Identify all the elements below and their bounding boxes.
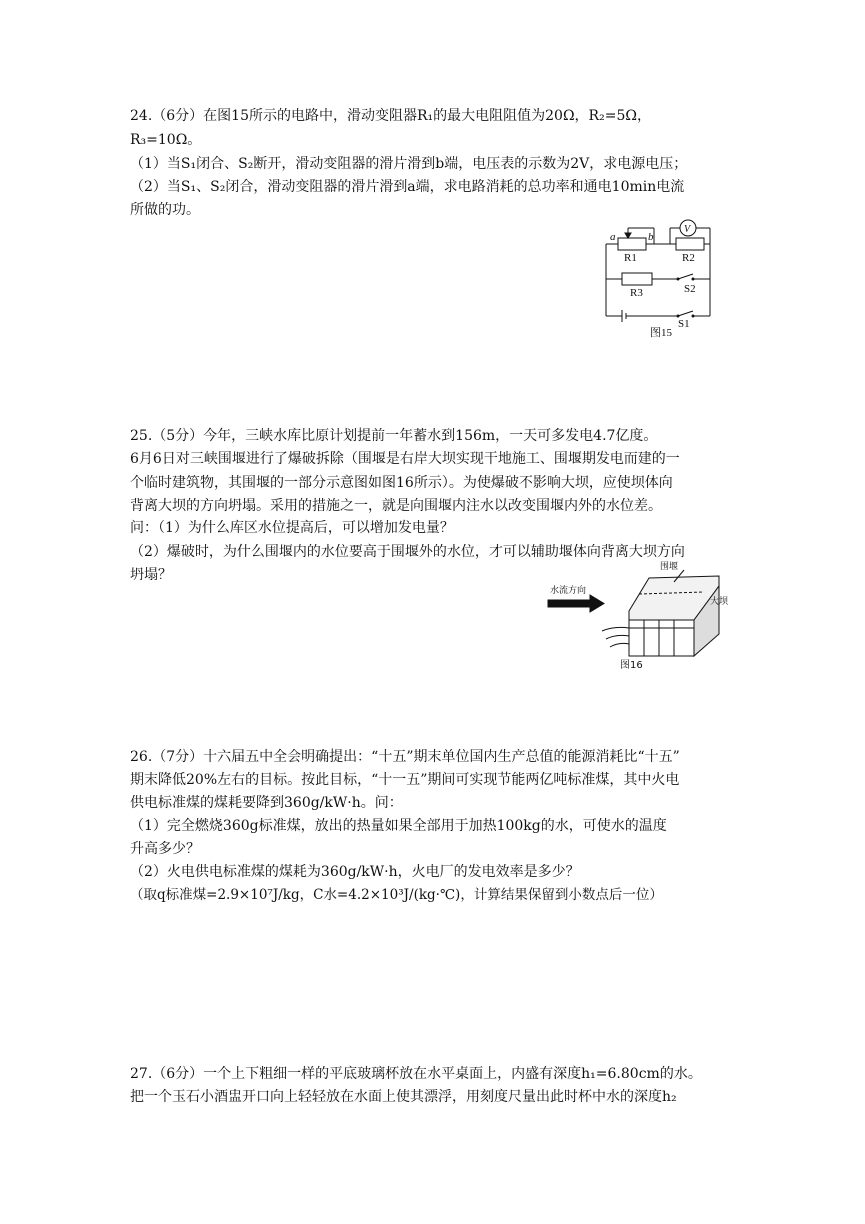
figure-15-caption: 图15 (650, 327, 672, 339)
q25-line-4: 背离大坝的方向坍塌。采用的措施之一，就是向围堰内注水以改变围堰内外的水位差。 (130, 498, 662, 514)
flow-arrow-shaft (548, 600, 590, 607)
label-flow-direction: 水流方向 (550, 586, 587, 596)
label-r2: R2 (682, 252, 695, 264)
q26-line-1: 26.（7分）十六届五中全会明确提出：“十五”期末单位国内生产总值的能源消耗比“十五” (130, 749, 680, 765)
switch-s2 (678, 274, 693, 279)
q27-line-2: 把一个玉石小酒盅开口向上轻轻放在水面上使其漂浮，用刻度尺量出此时杯中水的深度h₂ (130, 1089, 677, 1105)
q26-line-3: 供电标准煤的煤耗要降到360g/kW·h。问： (130, 795, 403, 811)
q24-line-3: （1）当S₁闭合、S₂断开，滑动变阻器的滑片滑到b端，电压表的示数为2V，求电源电压； (130, 156, 688, 172)
q24-line-1: 24.（6分）在图15所示的电路中，滑动变阻器R₁的最大电阻阻值为20Ω，R₂=5Ω， (130, 108, 651, 124)
circuit-figure-15 (598, 214, 723, 342)
water-waves (602, 627, 629, 647)
q24-line-2: R₃=10Ω。 (130, 132, 202, 148)
label-r1: R1 (624, 252, 637, 264)
q25-line-3: 个临时建筑物，其围堰的一部分示意图如图16所示）。为使爆破不影响大坝，应使坝体向 (130, 475, 673, 491)
q25-line-1: 25.（5分）今年，三峡水库比原计划提前一年蓄水到156m，一天可多发电4.7亿度。 (130, 428, 658, 444)
q25-line-2: 6月6日对三峡围堰进行了爆破拆除（围堰是右岸大坝实现干地施工、围堰期发电而建的一 (130, 451, 680, 467)
label-b: b (648, 231, 654, 243)
q26-line-2: 期末降低20%左右的目标。按此目标，“十一五”期间可实现节能两亿吨标准煤，其中火电 (130, 772, 680, 788)
q24-line-4: （2）当S₁、S₂闭合，滑动变阻器的滑片滑到a端，求电路消耗的总功率和通电10min电流 (130, 179, 685, 195)
resistor-r1 (618, 238, 646, 250)
label-v: V (684, 224, 691, 235)
label-s2: S2 (684, 283, 696, 295)
q27-line-1: 27.（6分）一个上下粗细一样的平底玻璃杯放在水平桌面上，内盛有深度h₁=6.80cm的水。 (130, 1066, 702, 1082)
label-cofferdam: 围堰 (660, 562, 679, 572)
label-a: a (610, 231, 616, 243)
q26-line-5: 升高多少？ (130, 841, 200, 857)
label-dam: 大坝 (710, 597, 729, 607)
q26-line-6: （2）火电供电标准煤的煤耗为360g/kW·h，火电厂的发电效率是多少？ (130, 864, 580, 880)
q25-line-5: 问：（1）为什么库区水位提高后，可以增加发电量？ (130, 520, 454, 536)
figure-16-caption: 图16 (620, 660, 643, 671)
resistor-r3 (622, 273, 652, 285)
q26-line-7: （取q标准煤=2.9×10⁷J/kg，C水=4.2×10³J/(kg·℃)，计算结果保留到小数点后一位） (130, 887, 663, 903)
slider-arrow (625, 233, 631, 238)
label-r3: R3 (630, 287, 643, 299)
flow-arrow-head (590, 595, 604, 612)
q26-line-4: （1）完全燃烧360g标准煤，放出的热量如果全部用于加热100kg的水，可使水的温度 (130, 818, 667, 834)
q25-line-7: 坍塌？ (130, 567, 172, 583)
resistor-r2 (676, 238, 704, 250)
cofferdam-front (629, 620, 694, 656)
switch-s1 (678, 311, 693, 316)
q25-line-6: （2）爆破时，为什么围堰内的水位要高于围堰外的水位，才可以辅助堰体向背离大坝方向 (130, 544, 685, 560)
cofferdam-figure-16 (544, 556, 734, 671)
q24-line-5: 所做的功。 (130, 202, 200, 218)
label-s1: S1 (678, 318, 690, 330)
